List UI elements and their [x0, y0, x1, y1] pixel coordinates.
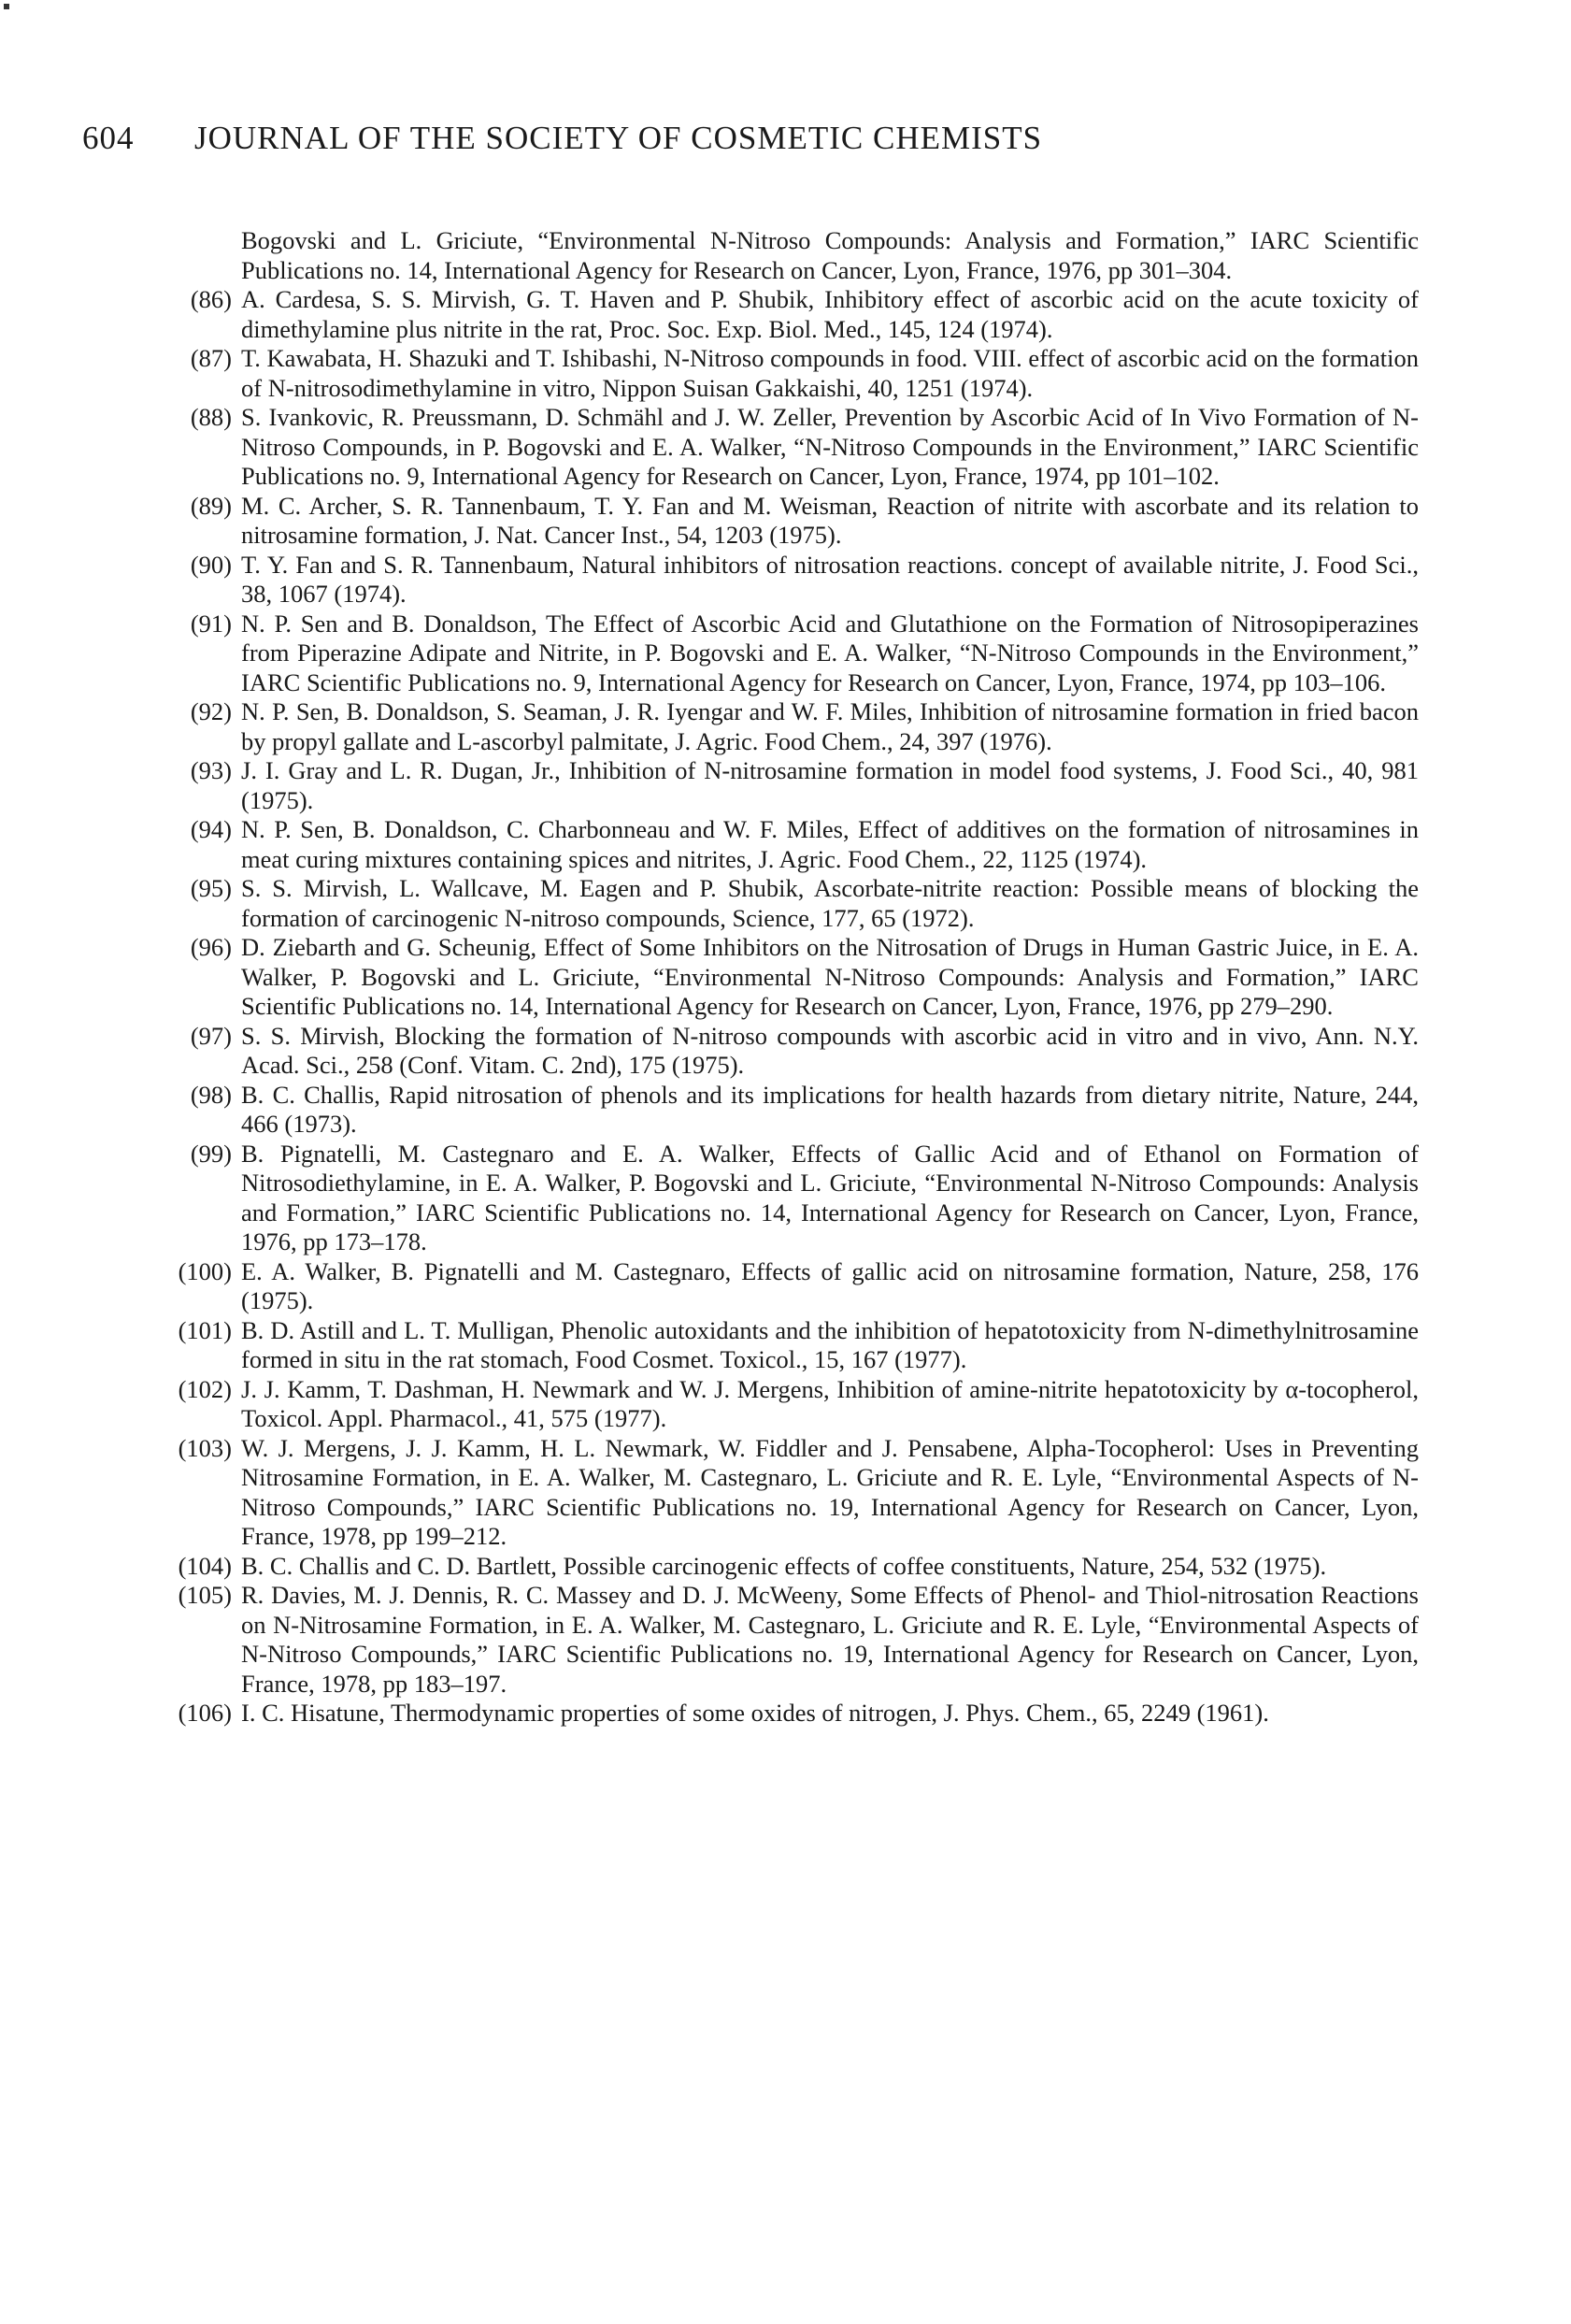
reference-text: M. C. Archer, S. R. Tannenbaum, T. Y. Fan and M. Weisman, Reaction of nitrite with ascorbate and its relation to nitrosamine formation, J. Nat. Cancer Inst., 54, 1203 (1975).: [241, 491, 1419, 549]
reference-number: (96): [190, 933, 232, 961]
reference-text: B. C. Challis and C. D. Bartlett, Possible carcinogenic effects of coffee constituents, Nature, 254, 532 (1975).: [241, 1551, 1327, 1580]
reference-text: R. Davies, M. J. Dennis, R. C. Massey and D. J. McWeeny, Some Effects of Phenol- and Thiol-nitrosation Reactions on N-Nitrosamine Formation, in E. A. Walker, M. Castegnaro, L. Griciute and R. E. Lyle, “Environmental Aspects of N-Nitroso Compounds,” IARC Scientific Publications no. 19, International Agency for Research on Cancer, Lyon, France, 1978, pp 183–197.: [241, 1581, 1419, 1698]
reference-number: (97): [190, 1021, 232, 1050]
reference-text: S. S. Mirvish, Blocking the formation of N-nitroso compounds with ascorbic acid in vitro and in vivo, Ann. N.Y. Acad. Sci., 258 (Conf. Vitam. C. 2nd), 175 (1975).: [241, 1021, 1419, 1079]
reference-list: [178, 226, 1419, 1729]
reference-text: J. J. Kamm, T. Dashman, H. Newmark and W. J. Mergens, Inhibition of amine-nitrite hepatotoxicity by α-tocopherol, Toxicol. Appl. Pharmacol., 41, 575 (1977).: [241, 1374, 1419, 1432]
reference-item: [183, 344, 1419, 403]
reference-number: (86): [190, 285, 232, 313]
reference-item: [178, 1581, 1419, 1699]
reference-number: (95): [190, 874, 232, 902]
reference-text: I. C. Hisatune, Thermodynamic properties of some oxides of nitrogen, J. Phys. Chem., 65, 2249 (1961).: [241, 1699, 1269, 1727]
reference-text: N. P. Sen, B. Donaldson, S. Seaman, J. R. Iyengar and W. F. Miles, Inhibition of nitrosamine formation in fried bacon by propyl gallate and L-ascorbyl palmitate, J. Agric. Food Chem., 24, 397 (1976).: [241, 697, 1419, 755]
scan-artifact: [4, 4, 9, 9]
reference-number: (101): [178, 1315, 232, 1344]
reference-text: B. D. Astill and L. T. Mulligan, Phenolic autoxidants and the inhibition of hepatotoxicity from N-dimethylnitrosamine formed in situ in the rat stomach, Food Cosmet. Toxicol., 15, 167 (1977).: [241, 1315, 1419, 1373]
reference-text: T. Kawabata, H. Shazuki and T. Ishibashi, N-Nitroso compounds in food. VIII. effect of ascorbic acid on the formation of N-nitrosodimethylamine in vitro, Nippon Suisan Gakkaishi, 40, 1251 (1974).: [241, 344, 1419, 402]
reference-item: [178, 1374, 1419, 1434]
page-number: 604: [82, 120, 135, 156]
reference-text: T. Y. Fan and S. R. Tannenbaum, Natural inhibitors of nitrosation reactions. concept of available nitrite, J. Food Sci., 38, 1067 (1974).: [241, 550, 1419, 608]
reference-number: (94): [190, 815, 232, 843]
journal-title: JOURNAL OF THE SOCIETY OF COSMETIC CHEMISTS: [194, 120, 1043, 156]
reference-text: N. P. Sen and B. Donaldson, The Effect of Ascorbic Acid and Glutathione on the Formation of Nitrosopiperazines from Piperazine Adipate and Nitrite, in P. Bogovski and E. A. Walker, “N-Nitroso Compounds in the Environment,” IARC Scientific Publications no. 9, International Agency for Research on Cancer, Lyon, France, 1974, pp 103–106.: [241, 609, 1419, 696]
reference-text: D. Ziebarth and G. Scheunig, Effect of Some Inhibitors on the Nitrosation of Drugs in Human Gastric Juice, in E. A. Walker, P. Bogovski and L. Griciute, “Environmental N-Nitroso Compounds: Analysis and Formation,” IARC Scientific Publications no. 14, International Agency for Research on Cancer, Lyon, France, 1976, pp 279–290.: [241, 933, 1419, 1020]
reference-number: (98): [190, 1080, 232, 1109]
reference-text: S. Ivankovic, R. Preussmann, D. Schmähl and J. W. Zeller, Prevention by Ascorbic Acid of In Vivo Formation of N-Nitroso Compounds, in P. Bogovski and E. A. Walker, “N-Nitroso Compounds in the Environment,” IARC Scientific Publications no. 9, International Agency for Research on Cancer, Lyon, France, 1974, pp 101–102.: [241, 403, 1419, 490]
reference-number: (106): [178, 1699, 232, 1727]
reference-number: (103): [178, 1433, 232, 1462]
reference-number: (92): [190, 697, 232, 725]
reference-text: Bogovski and L. Griciute, “Environmental N-Nitroso Compounds: Analysis and Formation,” IARC Scientific Publications no. 14, International Agency for Research on Cancer, Lyon, France, 1976, pp 301–304.: [241, 226, 1419, 284]
reference-text: N. P. Sen, B. Donaldson, C. Charbonneau and W. F. Miles, Effect of additives on the formation of nitrosamines in meat curing mixtures containing spices and nitrites, J. Agric. Food Chem., 22, 1125 (1974).: [241, 815, 1419, 873]
reference-number: (87): [190, 344, 232, 372]
reference-item: [178, 1551, 1419, 1582]
reference-number: (89): [190, 491, 232, 520]
reference-item: [183, 756, 1419, 815]
reference-text: B. Pignatelli, M. Castegnaro and E. A. Walker, Effects of Gallic Acid and of Ethanol on Formation of Nitrosodiethylamine, in E. A. Walker, P. Bogovski and L. Griciute, “Environmental N-Nitroso Compounds: Analysis and Formation,” IARC Scientific Publications no. 14, International Agency for Research on Cancer, Lyon, France, 1976, pp 173–178.: [241, 1139, 1419, 1255]
reference-number: (105): [178, 1581, 232, 1609]
reference-item: [183, 815, 1419, 874]
reference-number: (90): [190, 550, 232, 579]
reference-item: [178, 1256, 1419, 1316]
reference-item: [178, 1699, 1419, 1729]
reference-text: B. C. Challis, Rapid nitrosation of phenols and its implications for health hazards from dietary nitrite, Nature, 244, 466 (1973).: [241, 1080, 1419, 1138]
running-header: [82, 120, 1409, 157]
reference-number: (88): [190, 403, 232, 431]
reference-item: [183, 403, 1419, 492]
reference-number: (100): [178, 1256, 232, 1285]
reference-text: W. J. Mergens, J. J. Kamm, H. L. Newmark, W. Fiddler and J. Pensabene, Alpha-Tocopherol: Uses in Preventing Nitrosamine Formation, in E. A. Walker, M. Castegnaro, L. Griciute and R. E. Lyle, “Environmental Aspects of N-Nitroso Compounds,” IARC Scientific Publications no. 19, International Agency for Research on Cancer, Lyon, France, 1978, pp 199–212.: [241, 1433, 1419, 1550]
reference-item: [183, 874, 1419, 933]
reference-item: [183, 226, 1419, 285]
reference-item: [183, 933, 1419, 1022]
reference-number: (104): [178, 1551, 232, 1580]
reference-number: (93): [190, 756, 232, 784]
reference-item: [183, 610, 1419, 698]
reference-item: [183, 1140, 1419, 1257]
reference-number: (102): [178, 1374, 232, 1403]
reference-item: [183, 697, 1419, 756]
reference-item: [183, 1022, 1419, 1081]
reference-item: [183, 285, 1419, 344]
reference-number: (99): [190, 1139, 232, 1168]
reference-text: J. I. Gray and L. R. Dugan, Jr., Inhibition of N-nitrosamine formation in model food systems, J. Food Sci., 40, 981 (1975).: [241, 756, 1419, 814]
reference-item: [178, 1315, 1419, 1375]
reference-item: [178, 1433, 1419, 1552]
reference-text: S. S. Mirvish, L. Wallcave, M. Eagen and P. Shubik, Ascorbate-nitrite reaction: Possible means of blocking the formation of carcinogenic N-nitroso compounds, Science, 177, 65 (1972).: [241, 874, 1419, 932]
reference-item: [183, 492, 1419, 551]
reference-item: [183, 1081, 1419, 1140]
reference-text: E. A. Walker, B. Pignatelli and M. Castegnaro, Effects of gallic acid on nitrosamine formation, Nature, 258, 176 (1975).: [241, 1256, 1419, 1314]
reference-number: (91): [190, 609, 232, 638]
reference-text: A. Cardesa, S. S. Mirvish, G. T. Haven and P. Shubik, Inhibitory effect of ascorbic acid on the acute toxicity of dimethylamine plus nitrite in the rat, Proc. Soc. Exp. Biol. Med., 145, 124 (1974).: [241, 285, 1419, 343]
reference-item: [183, 551, 1419, 610]
